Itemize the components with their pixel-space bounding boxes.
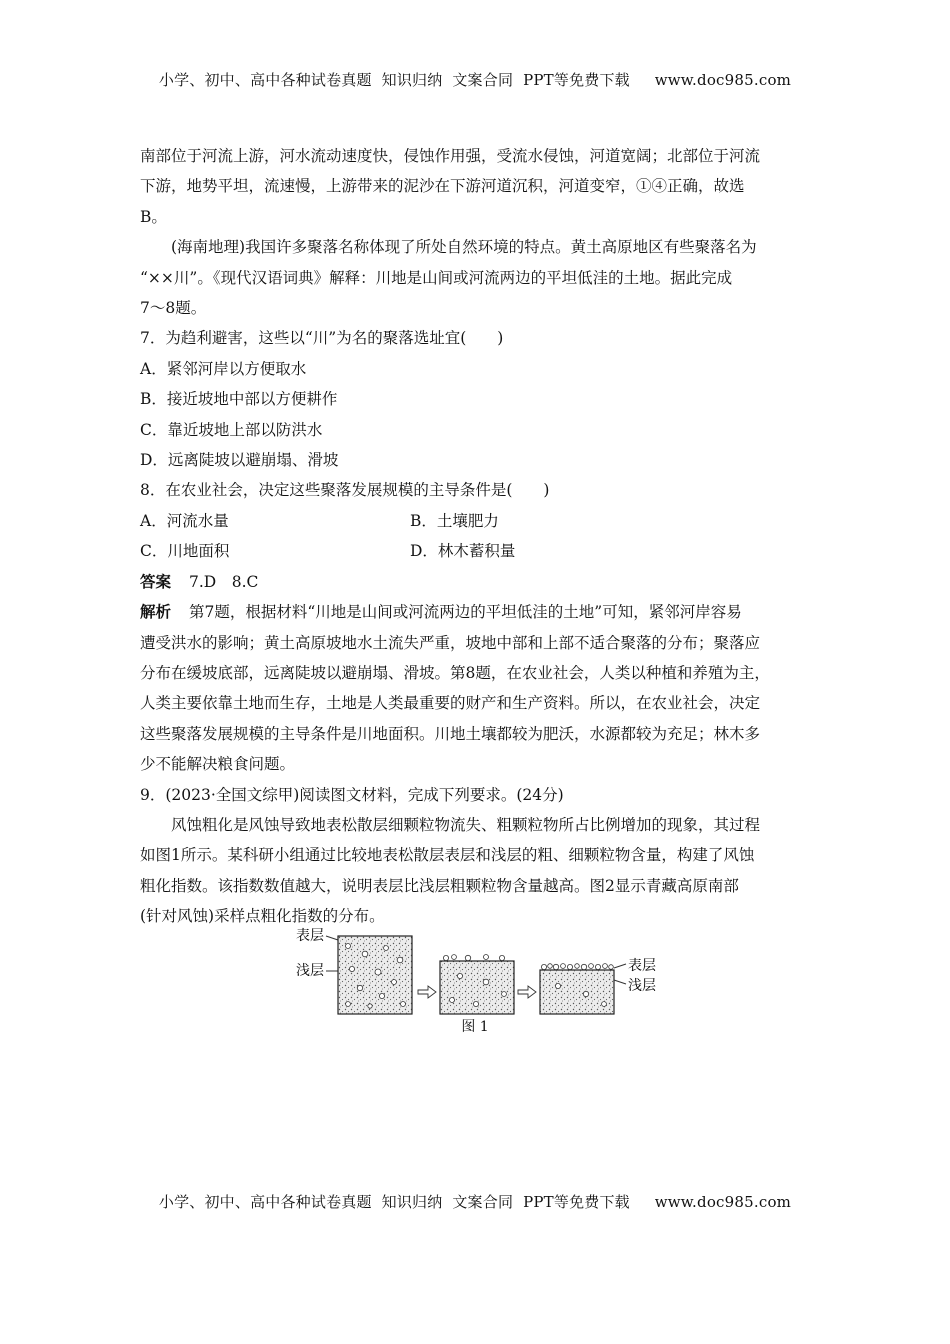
question-8-options-row-1 — [140, 506, 812, 536]
figure-label-shallow-left: 浅层 — [296, 963, 324, 979]
question-8-option-a: A．河流水量 — [140, 511, 229, 530]
figure-label-shallow-right: 浅层 — [628, 978, 656, 994]
analysis-line: 这些聚落发展规模的主导条件是川地面积。川地土壤都较为肥沃，水源都较为充足；林木多 — [140, 724, 761, 743]
question-7-stem: 7．为趋利避害，这些以“川”为名的聚落选址宜( ) — [140, 329, 504, 348]
pointer-line — [614, 980, 626, 984]
answer-values: 7.D 8.C — [189, 572, 259, 591]
question-9-material-line: 粗化指数。该指数数值越大，说明表层比浅层粗颗粒物含量越高。图2显示青藏高原南部 — [140, 876, 739, 895]
question-9-material-line: (针对风蚀)采样点粗化指数的分布。 — [140, 907, 385, 926]
question-7-option-b: B．接近坡地中部以方便耕作 — [140, 390, 338, 409]
analysis-line: 人类主要依靠土地而生存，土地是人类最重要的财产和生产资料。所以，在农业社会，决定 — [140, 694, 761, 713]
question-7-option-d: D．远离陡坡以避崩塌、滑坡 — [140, 451, 339, 470]
material-line: 7～8题。 — [140, 299, 207, 318]
page-header: 小学、初中、高中各种试卷真题 知识归纳 文案合同 PPT等免费下载 www.doc985.com — [158, 71, 792, 89]
material-line: “××川”。《现代汉语词典》解释：川地是山间或河流两边的平坦低洼的土地。据此完成 — [140, 268, 733, 287]
question-7-option-a: A．紧邻河岸以方便取水 — [140, 359, 307, 378]
analysis-line — [140, 597, 812, 627]
pointer-line — [326, 936, 338, 940]
prev-analysis-line: 南部位于河流上游，河水流动速度快，侵蚀作用强，受流水侵蚀，河道宽阔；北部位于河流 — [140, 147, 761, 165]
question-8-options-row-2 — [140, 536, 812, 566]
analysis-line: 分布在缓坡底部，远离陡坡以避崩塌、滑坡。第8题，在农业社会，人类以种植和养殖为主， — [140, 663, 770, 682]
question-9-stem: 9．(2023·全国文综甲)阅读图文材料，完成下列要求。(24分) — [140, 785, 564, 804]
figure-label-surface-left: 表层 — [296, 928, 324, 944]
question-9-material-line: 风蚀粗化是风蚀导致地表松散层细颗粒物流失、粗颗粒物所占比例增加的现象，其过程 — [171, 815, 761, 834]
question-8-stem: 8．在农业社会，决定这些聚落发展规模的主导条件是( ) — [140, 481, 550, 500]
soil-block-3 — [540, 970, 614, 1014]
figure-1-caption: 图 1 — [461, 1019, 489, 1035]
question-8-option-b: B．土壤肥力 — [410, 511, 499, 530]
document-body — [140, 141, 812, 932]
analysis-line: 遭受洪水的影响；黄土高原坡地水土流失严重，坡地中部和上部不适合聚落的分布；聚落应 — [140, 633, 761, 652]
prev-analysis-line: B。 — [140, 207, 167, 226]
question-8-option-d: D．林木蓄积量 — [410, 542, 516, 561]
process-arrow-1 — [418, 986, 436, 998]
analysis-line: 少不能解决粮食问题。 — [140, 755, 296, 774]
analysis-label: 解析 — [140, 602, 172, 622]
material-line: (海南地理)我国许多聚落名称体现了所处自然环境的特点。黄土高原地区有些聚落名为 — [171, 238, 757, 257]
answer-line — [140, 567, 812, 597]
pointer-line — [614, 964, 626, 968]
figure-label-surface-right: 表层 — [628, 958, 656, 974]
process-arrow-2 — [518, 986, 536, 998]
question-9-material-line: 如图1所示。某科研小组通过比较地表松散层表层和浅层的粗、细颗粒物含量，构建了风蚀 — [140, 846, 755, 865]
analysis-text: 第7题，根据材料“川地是山间或河流两边的平坦低洼的土地”可知，紧邻河岸容易 — [189, 603, 742, 622]
prev-analysis-line: 下游，地势平坦，流速慢，上游带来的泥沙在下游河道沉积，河道变窄，①④正确，故选 — [140, 177, 745, 196]
question-8-option-c: C．川地面积 — [140, 542, 230, 561]
answer-label: 答案 — [140, 571, 172, 591]
page-footer: 小学、初中、高中各种试卷真题 知识归纳 文案合同 PPT等免费下载 www.doc985.com — [158, 1193, 792, 1211]
question-7-option-c: C．靠近坡地上部以防洪水 — [140, 420, 323, 439]
